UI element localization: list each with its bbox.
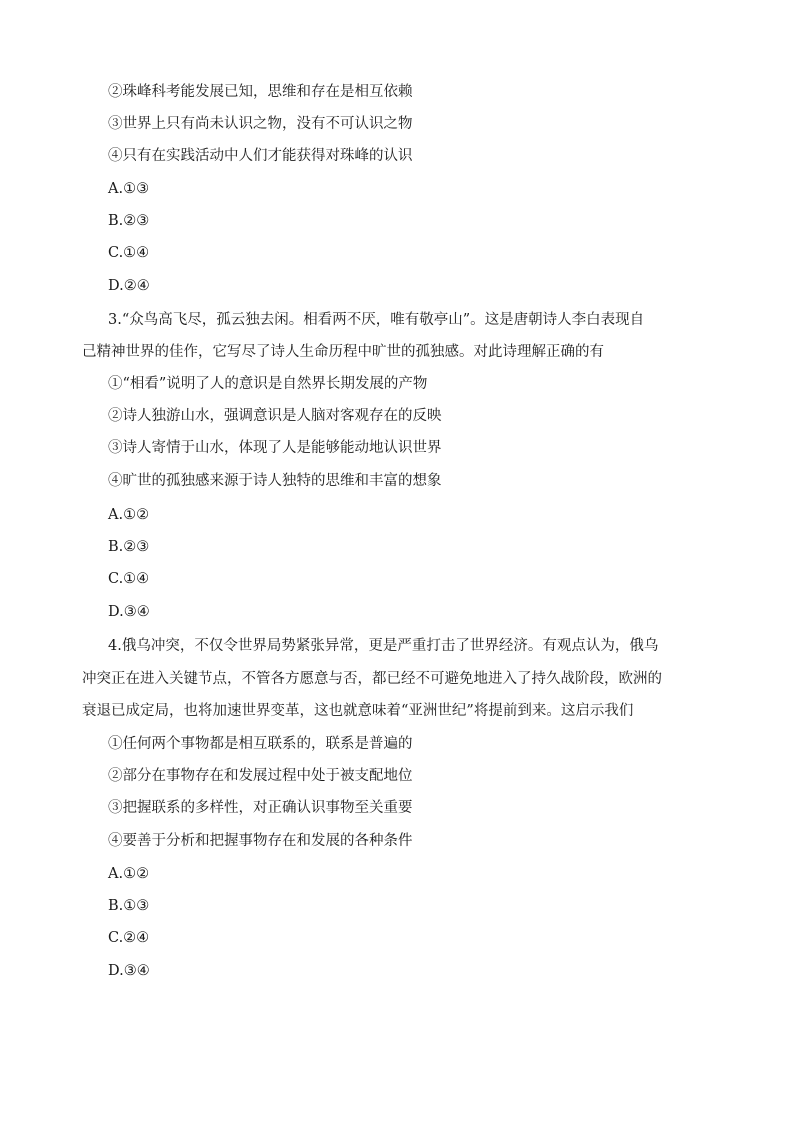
q2-statement-4: ④只有在实践活动中人们才能获得对珠峰的认识 <box>108 148 413 164</box>
q3-statement-4: ④旷世的孤独感来源于诗人独特的思维和丰富的想象 <box>108 473 442 489</box>
q4-stem-line-1: 4.俄乌冲突，不仅令世界局势紧张异常，更是严重打击了世界经济。有观点认为，俄乌 <box>108 638 659 654</box>
q2-option-d: D.②④ <box>108 278 150 294</box>
q2-option-a: A.①③ <box>108 181 150 197</box>
q2-statement-2: ②珠峰科考能发展已知，思维和存在是相互依赖 <box>108 84 413 100</box>
q4-statement-4: ④要善于分析和把握事物存在和发展的各种条件 <box>108 833 413 849</box>
q3-statement-2: ②诗人独游山水，强调意识是人脑对客观存在的反映 <box>108 408 442 424</box>
q4-statement-2: ②部分在事物存在和发展过程中处于被支配地位 <box>108 768 413 784</box>
q3-statement-1: ①“相看”说明了人的意识是自然界长期发展的产物 <box>108 376 428 392</box>
q3-stem-line-2: 己精神世界的佳作，它写尽了诗人生命历程中旷世的孤独感。对此诗理解正确的有 <box>82 344 604 360</box>
q3-option-c: C.①④ <box>108 571 150 587</box>
q4-statement-3: ③把握联系的多样性，对正确认识事物至关重要 <box>108 800 413 816</box>
q4-stem-line-3: 衰退已成定局，也将加速世界变革，这也就意味着“亚洲世纪”将提前到来。这启示我们 <box>82 703 634 719</box>
q4-option-b: B.①③ <box>108 898 150 914</box>
q2-option-c: C.①④ <box>108 245 150 261</box>
q4-stem-line-2: 冲突正在进入关键节点，不管各方愿意与否，都已经不可避免地进入了持久战阶段，欧洲的 <box>82 671 662 687</box>
q3-option-b: B.②③ <box>108 539 150 555</box>
q3-option-a: A.①② <box>108 507 150 523</box>
q2-option-b: B.②③ <box>108 213 150 229</box>
q4-option-c: C.②④ <box>108 930 150 946</box>
q2-statement-3: ③世界上只有尚未认识之物，没有不可认识之物 <box>108 116 413 132</box>
q4-option-a: A.①② <box>108 866 150 882</box>
q3-option-d: D.③④ <box>108 604 150 620</box>
q4-statement-1: ①任何两个事物都是相互联系的，联系是普遍的 <box>108 736 413 752</box>
q3-statement-3: ③诗人寄情于山水，体现了人是能够能动地认识世界 <box>108 440 442 456</box>
q4-option-d: D.③④ <box>108 963 150 979</box>
q3-stem-line-1: 3.“众鸟高飞尽，孤云独去闲。相看两不厌，唯有敬亭山”。这是唐朝诗人李白表现自 <box>108 312 645 328</box>
